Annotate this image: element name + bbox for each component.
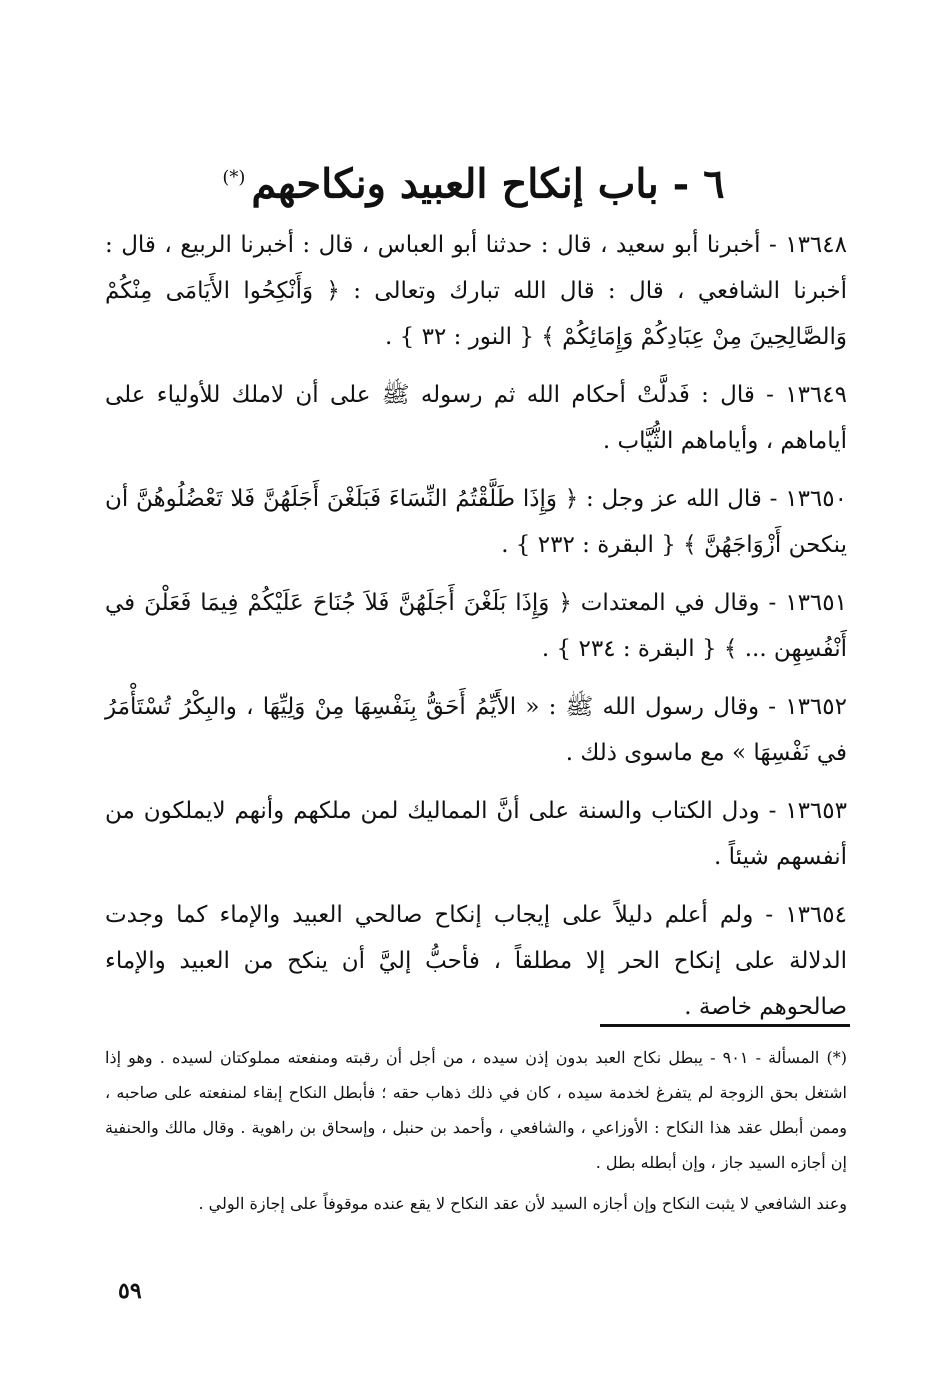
footnotes xyxy=(105,1040,847,1227)
paragraph-13651: ١٣٦٥١ - وقال في المعتدات ﴿ وَإِذَا بَلَغْنَ أَجَلَهُنَّ فَلاَ جُنَاحَ عَلَيْكُمْ فِيمَا فَعَلْنَ في أَنْفُسِهِن ... ﴾ { البقرة : ٢٣٤ } . xyxy=(105,590,847,662)
main-text xyxy=(105,222,847,1042)
paragraph-13654: ١٣٦٥٤ - ولم أعلم دليلاً على إيجاب إنكاح صالحي العبيد والإماء كما وجدت الدلالة على إنكاح الحر إلا مطلقاً ، فأحبُّ إليَّ أن ينكح من العبيد والإماء صالحوهم خاصة . xyxy=(105,902,847,1020)
paragraph-13648: ١٣٦٤٨ - أخبرنا أبو سعيد ، قال : حدثنا أبو العباس ، قال : أخبرنا الربيع ، قال : أخبرنا الشافعي ، قال : قال الله تبارك وتعالى : ﴿ وَأَنْكِحُوا الأَيَامَى مِنْكُمْ وَالصَّالِحِينَ مِنْ عِبَادِكُمْ وَإِمَائِكُمْ ﴾ { النور : ٣٢ } . xyxy=(105,232,847,350)
footnote-divider xyxy=(600,1024,850,1027)
footnote-marker: (*) xyxy=(222,167,246,188)
chapter-title: ٦ - باب إنكاح العبيد ونكاحهم xyxy=(251,160,725,208)
footnote-continuation: وعند الشافعي لا يثبت النكاح وإن أجازه السيد لأن عقد النكاح لا يقع عنده موقوفاً على إجازة الولي . xyxy=(198,1194,847,1213)
footnote-901: (*) المسألة - ٩٠١ - يبطل نكاح العبد بدون إذن سيده ، من أجل أن رقبته ومنفعته مملوكتان لسيده . وهو إذا اشتغل بحق الزوجة لم يتفرغ لخدمة سيده ، كان في ذلك ذهاب حقه ؛ فأبطل النكاح إبقاء لمنفعته على صاحبه ، وممن أبطل عقد هذا النكاح : الأوزاعي ، والشافعي ، وأحمد بن حنبل ، وإسحاق بن راهوية . وقال مالك والحنفية إن أجازه السيد جاز ، وإن أبطله بطل . xyxy=(105,1048,848,1172)
chapter-heading xyxy=(100,142,847,220)
paragraph-13649: ١٣٦٤٩ - قال : فَدلَّتْ أحكام الله ثم رسوله ﷺ على أن لاملك للأولياء على أياماهم ، وأياماهم الثُّيَّاب . xyxy=(105,382,847,454)
paragraph-13653: ١٣٦٥٣ - ودل الكتاب والسنة على أنَّ المماليك لمن ملكهم وأنهم لايملكون من أنفسهم شيئاً . xyxy=(105,798,847,870)
page-number: ٥٩ xyxy=(118,1278,142,1304)
paragraph-13650: ١٣٦٥٠ - قال الله عز وجل : ﴿ وَإِذَا طَلَّقْتُمُ النِّسَاءَ فَبَلَغْنَ أَجَلَهُنَّ فَلا تَعْضُلُوهُنَّ أن ينكحن أَزْوَاجَهُنَّ ﴾ { البقرة : ٢٣٢ } . xyxy=(105,486,847,558)
paragraph-13652: ١٣٦٥٢ - وقال رسول الله ﷺ : « الأَيِّمُ أَحَقُّ بِنَفْسِهَا مِنْ وَلِيِّهَا ، والبِكْرُ تُسْتَأْمَرُ في نَفْسِهَا » مع ماسوى ذلك . xyxy=(105,694,847,766)
